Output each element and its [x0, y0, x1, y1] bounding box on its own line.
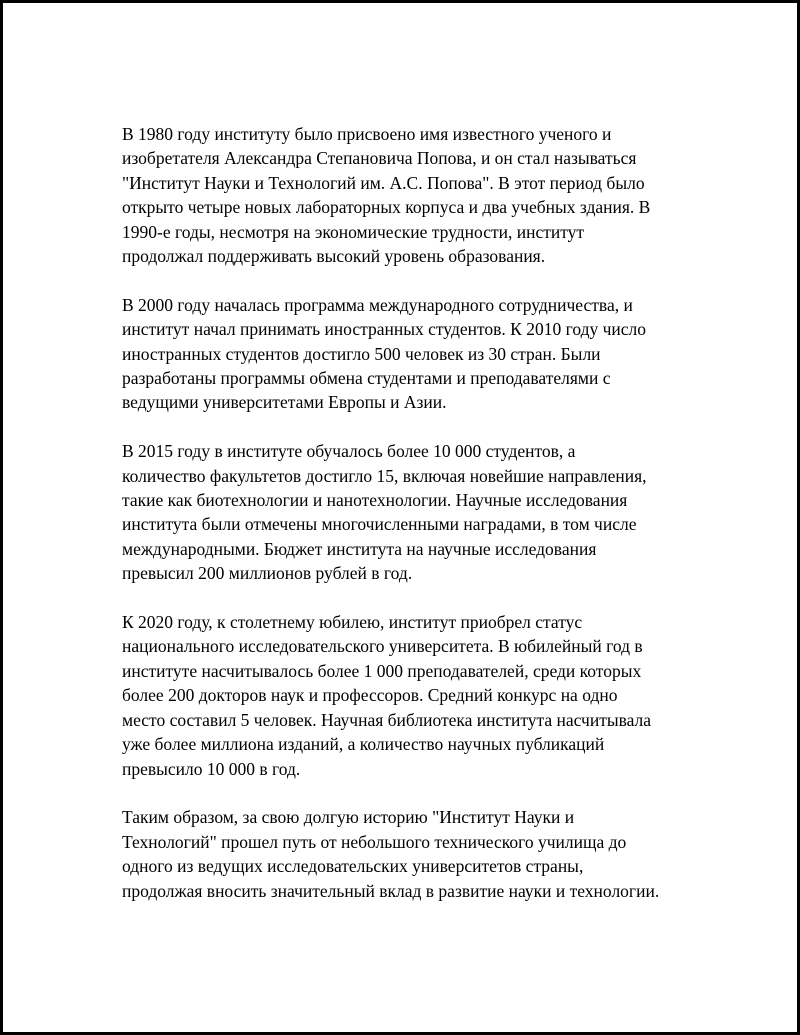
paragraph-4: [122, 610, 702, 781]
text-line: национального исследовательского университета. В юбилейный год в: [122, 636, 643, 657]
text-line: "Институт Науки и Технологий им. А.С. Попова". В этот период было: [122, 172, 645, 193]
paragraph-5: [122, 805, 702, 903]
text-line: такие как биотехнологии и нанотехнологии. Научные исследования: [122, 490, 628, 511]
text-line: иностранных студентов достигло 500 человек из 30 стран. Были: [122, 343, 601, 364]
text-line: превысило 10 000 в год.: [122, 758, 301, 779]
text-line: международными. Бюджет института на научные исследования: [122, 538, 597, 559]
document-body: [122, 122, 702, 927]
text-line: превысил 200 миллионов рублей в год.: [122, 563, 413, 584]
text-line: уже более миллиона изданий, а количество научных публикаций: [122, 734, 605, 755]
text-line: К 2020 году, к столетнему юбилею, институт приобрел статус: [122, 612, 583, 633]
paragraph-3: [122, 439, 702, 585]
text-line: количество факультетов достигло 15, включая новейшие направления,: [122, 465, 647, 486]
text-line: В 2015 году в институте обучалось более 10 000 студентов, а: [122, 441, 576, 462]
text-line: Технологий" прошел путь от небольшого технического училища до: [122, 831, 627, 852]
text-line: разработаны программы обмена студентами и преподавателями с: [122, 368, 611, 389]
text-line: место составил 5 человек. Научная библиотека института насчитывала: [122, 709, 652, 730]
text-line: более 200 докторов наук и профессоров. Средний конкурс на одно: [122, 685, 618, 706]
paragraph-2: [122, 293, 702, 415]
text-line: одного из ведущих исследовательских университетов страны,: [122, 856, 584, 877]
text-line: продолжая вносить значительный вклад в развитие науки и технологии.: [122, 880, 660, 901]
text-line: ведущими университетами Европы и Азии.: [122, 392, 447, 413]
text-line: В 1980 году институту было присвоено имя известного ученого и: [122, 124, 612, 144]
text-line: институт начал принимать иностранных студентов. К 2010 году число: [122, 319, 647, 340]
text-line: Таким образом, за свою долгую историю "Институт Науки и: [122, 807, 575, 828]
text-line: института были отмечены многочисленными наградами, в том числе: [122, 514, 637, 535]
text-line: продолжал поддерживать высокий уровень образования.: [122, 246, 546, 267]
text-line: 1990-е годы, несмотря на экономические трудности, институт: [122, 221, 585, 242]
text-line: открыто четыре новых лабораторных корпуса и два учебных здания. В: [122, 197, 651, 218]
paragraph-1: [122, 122, 702, 268]
text-line: институте насчитывалось более 1 000 преподавателей, среди которых: [122, 660, 642, 681]
text-line: В 2000 году началась программа международного сотрудничества, и: [122, 294, 633, 315]
text-line: изобретателя Александра Степановича Попова, и он стал называться: [122, 148, 637, 169]
